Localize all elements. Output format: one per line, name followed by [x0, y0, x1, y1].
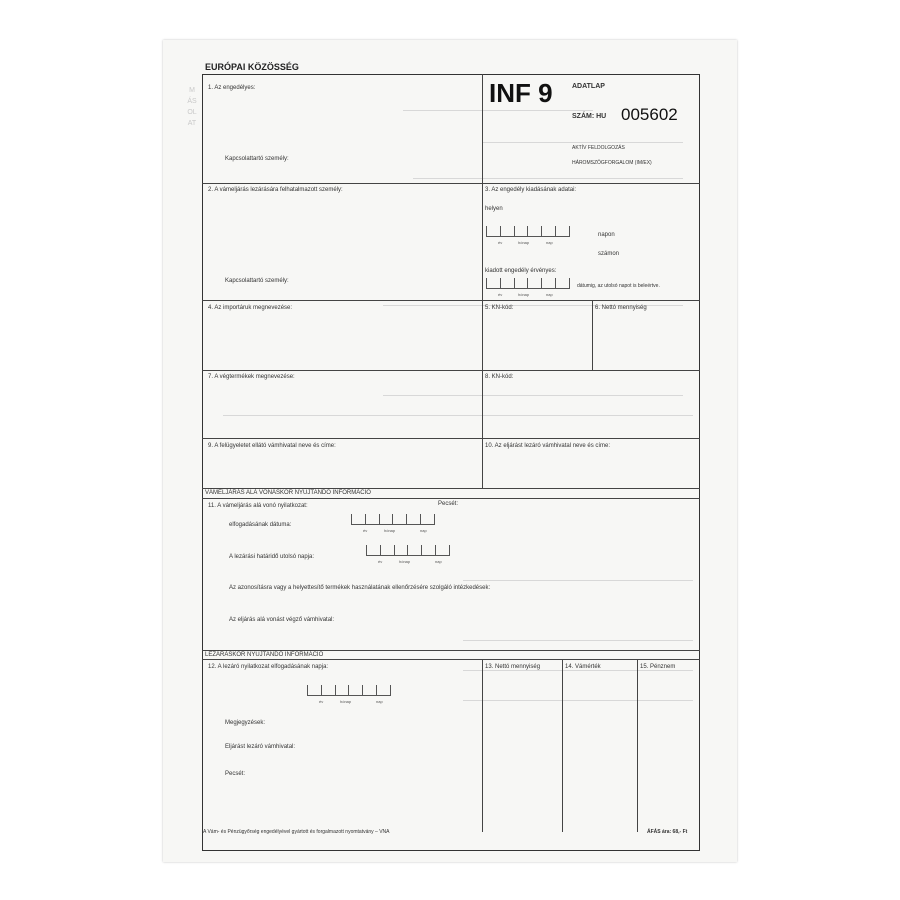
acceptance-date-boxes[interactable] — [351, 514, 435, 525]
divider — [202, 659, 700, 660]
remarks-label: Megjegyzések: — [225, 720, 266, 726]
issue-date-boxes[interactable] — [486, 226, 570, 237]
date-sub-month: hónap — [518, 292, 530, 297]
side-copy-stamp: MÁSOLAT — [187, 87, 197, 127]
date-sub-year: év — [363, 528, 368, 533]
divider — [592, 300, 593, 370]
divider — [637, 659, 638, 832]
date-sub-month: hónap — [340, 699, 352, 704]
field-5-label: 5. KN-kód: — [485, 305, 514, 311]
field-11-label: 11. A vámeljárás alá vonó nyilatkozat: — [208, 503, 308, 509]
form-code: INF 9 — [489, 78, 553, 108]
procedure-line-2: HÁROMSZÖGFORGALOM (IM/EX) — [572, 160, 652, 166]
divider — [202, 183, 700, 184]
field-14-label: 14. Vámérték — [565, 664, 601, 670]
date-sub-month: hónap — [384, 528, 396, 533]
date-sub-day: nap — [546, 292, 553, 297]
divider — [482, 659, 483, 832]
valid-date-boxes[interactable] — [486, 278, 570, 289]
divider — [202, 300, 700, 301]
date-sub-year: év — [498, 292, 503, 297]
date-sub-year: év — [498, 240, 503, 245]
field-3-until: dátumig, az utolsó napot is beleértve. — [577, 283, 660, 289]
field-8-label: 8. KN-kód: — [485, 374, 514, 380]
footer-price: ÁFÁS ára: 68,- Ft — [647, 829, 688, 835]
divider — [562, 659, 563, 832]
date-sub-month: hónap — [518, 240, 530, 245]
divider — [202, 650, 700, 651]
field-3-number: számon — [598, 251, 620, 257]
measures-label: Az azonosításra vagy a helyettesítő termékek használatának ellenőrzésére szolgáló intézkedések: — [229, 585, 491, 591]
date-sub-year: év — [319, 699, 324, 704]
field-4-label: 4. Az importáruk megnevezése: — [208, 305, 293, 311]
discharge-stamp-label: Pecsét: — [225, 771, 246, 777]
date-sub-month: hónap — [399, 559, 411, 564]
divider — [202, 488, 700, 489]
sheet-label: ADATLAP — [572, 83, 605, 90]
field-10-label: 10. Az eljárást lezáró vámhivatal neve és címe: — [485, 443, 611, 449]
field-3-label: 3. Az engedély kiadásának adatai: — [485, 187, 577, 193]
field-13-label: 13. Nettó mennyiség — [485, 664, 541, 670]
field-3-place: helyen — [485, 206, 503, 212]
field-3-valid: kiadott engedély érvényes: — [485, 268, 557, 274]
date-sub-year: év — [378, 559, 383, 564]
field-1-label: 1. Az engedélyes: — [208, 85, 256, 91]
last-day-label: A lezárási határidő utolsó napja: — [229, 554, 315, 560]
divider — [202, 438, 700, 439]
field-2-contact: Kapcsolattartó személy: — [225, 278, 289, 284]
release-stamp-label: Pecsét: — [438, 501, 459, 507]
last-day-boxes[interactable] — [366, 545, 450, 556]
acceptance-date-label: elfogadásának dátuma: — [229, 522, 292, 528]
date-sub-day: nap — [420, 528, 427, 533]
footer-printer: A Vám- és Pénzügyőrség engedélyével gyártott és forgalmazott nyomtatvány – VNA — [203, 829, 390, 835]
divider — [202, 370, 700, 371]
number-label: SZÁM: HU — [572, 113, 607, 120]
date-sub-day: nap — [376, 699, 383, 704]
closing-office-label: Eljárást lezáró vámhivatal: — [225, 744, 296, 750]
field-2-label: 2. A vámeljárás lezárására felhatalmazott személy: — [208, 187, 343, 193]
field-6-label: 6. Nettó mennyiség — [595, 305, 647, 311]
divider — [202, 498, 700, 499]
field-15-label: 15. Pénznem — [640, 664, 676, 670]
release-section-title: VÁMELJÁRÁS ALÁ VONÁSKOR NYÚJTANDÓ INFORMÁCIÓ — [205, 490, 371, 496]
discharge-section-title: LEZÁRÁSKOR NYÚJTANDÓ INFORMÁCIÓ — [205, 652, 324, 658]
field-3-day: napon — [598, 232, 615, 238]
field-7-label: 7. A végtermékek megnevezése: — [208, 374, 295, 380]
field-1-contact: Kapcsolattartó személy: — [225, 156, 289, 162]
discharge-date-boxes[interactable] — [307, 685, 391, 696]
divider — [482, 74, 483, 488]
community-title: EURÓPAI KÖZÖSSÉG — [205, 62, 299, 72]
date-sub-day: nap — [546, 240, 553, 245]
release-office-label: Az eljárás alá vonást végző vámhivatal: — [229, 617, 335, 623]
procedure-line-1: AKTÍV FELDOLGOZÁS — [572, 145, 625, 151]
field-9-label: 9. A felügyeletet ellátó vámhivatal neve és címe: — [208, 443, 336, 449]
form-sheet — [163, 40, 737, 862]
field-12-label: 12. A lezáró nyilatkozat elfogadásának napja: — [208, 664, 329, 670]
serial-number: 005602 — [621, 105, 678, 124]
date-sub-day: nap — [435, 559, 442, 564]
